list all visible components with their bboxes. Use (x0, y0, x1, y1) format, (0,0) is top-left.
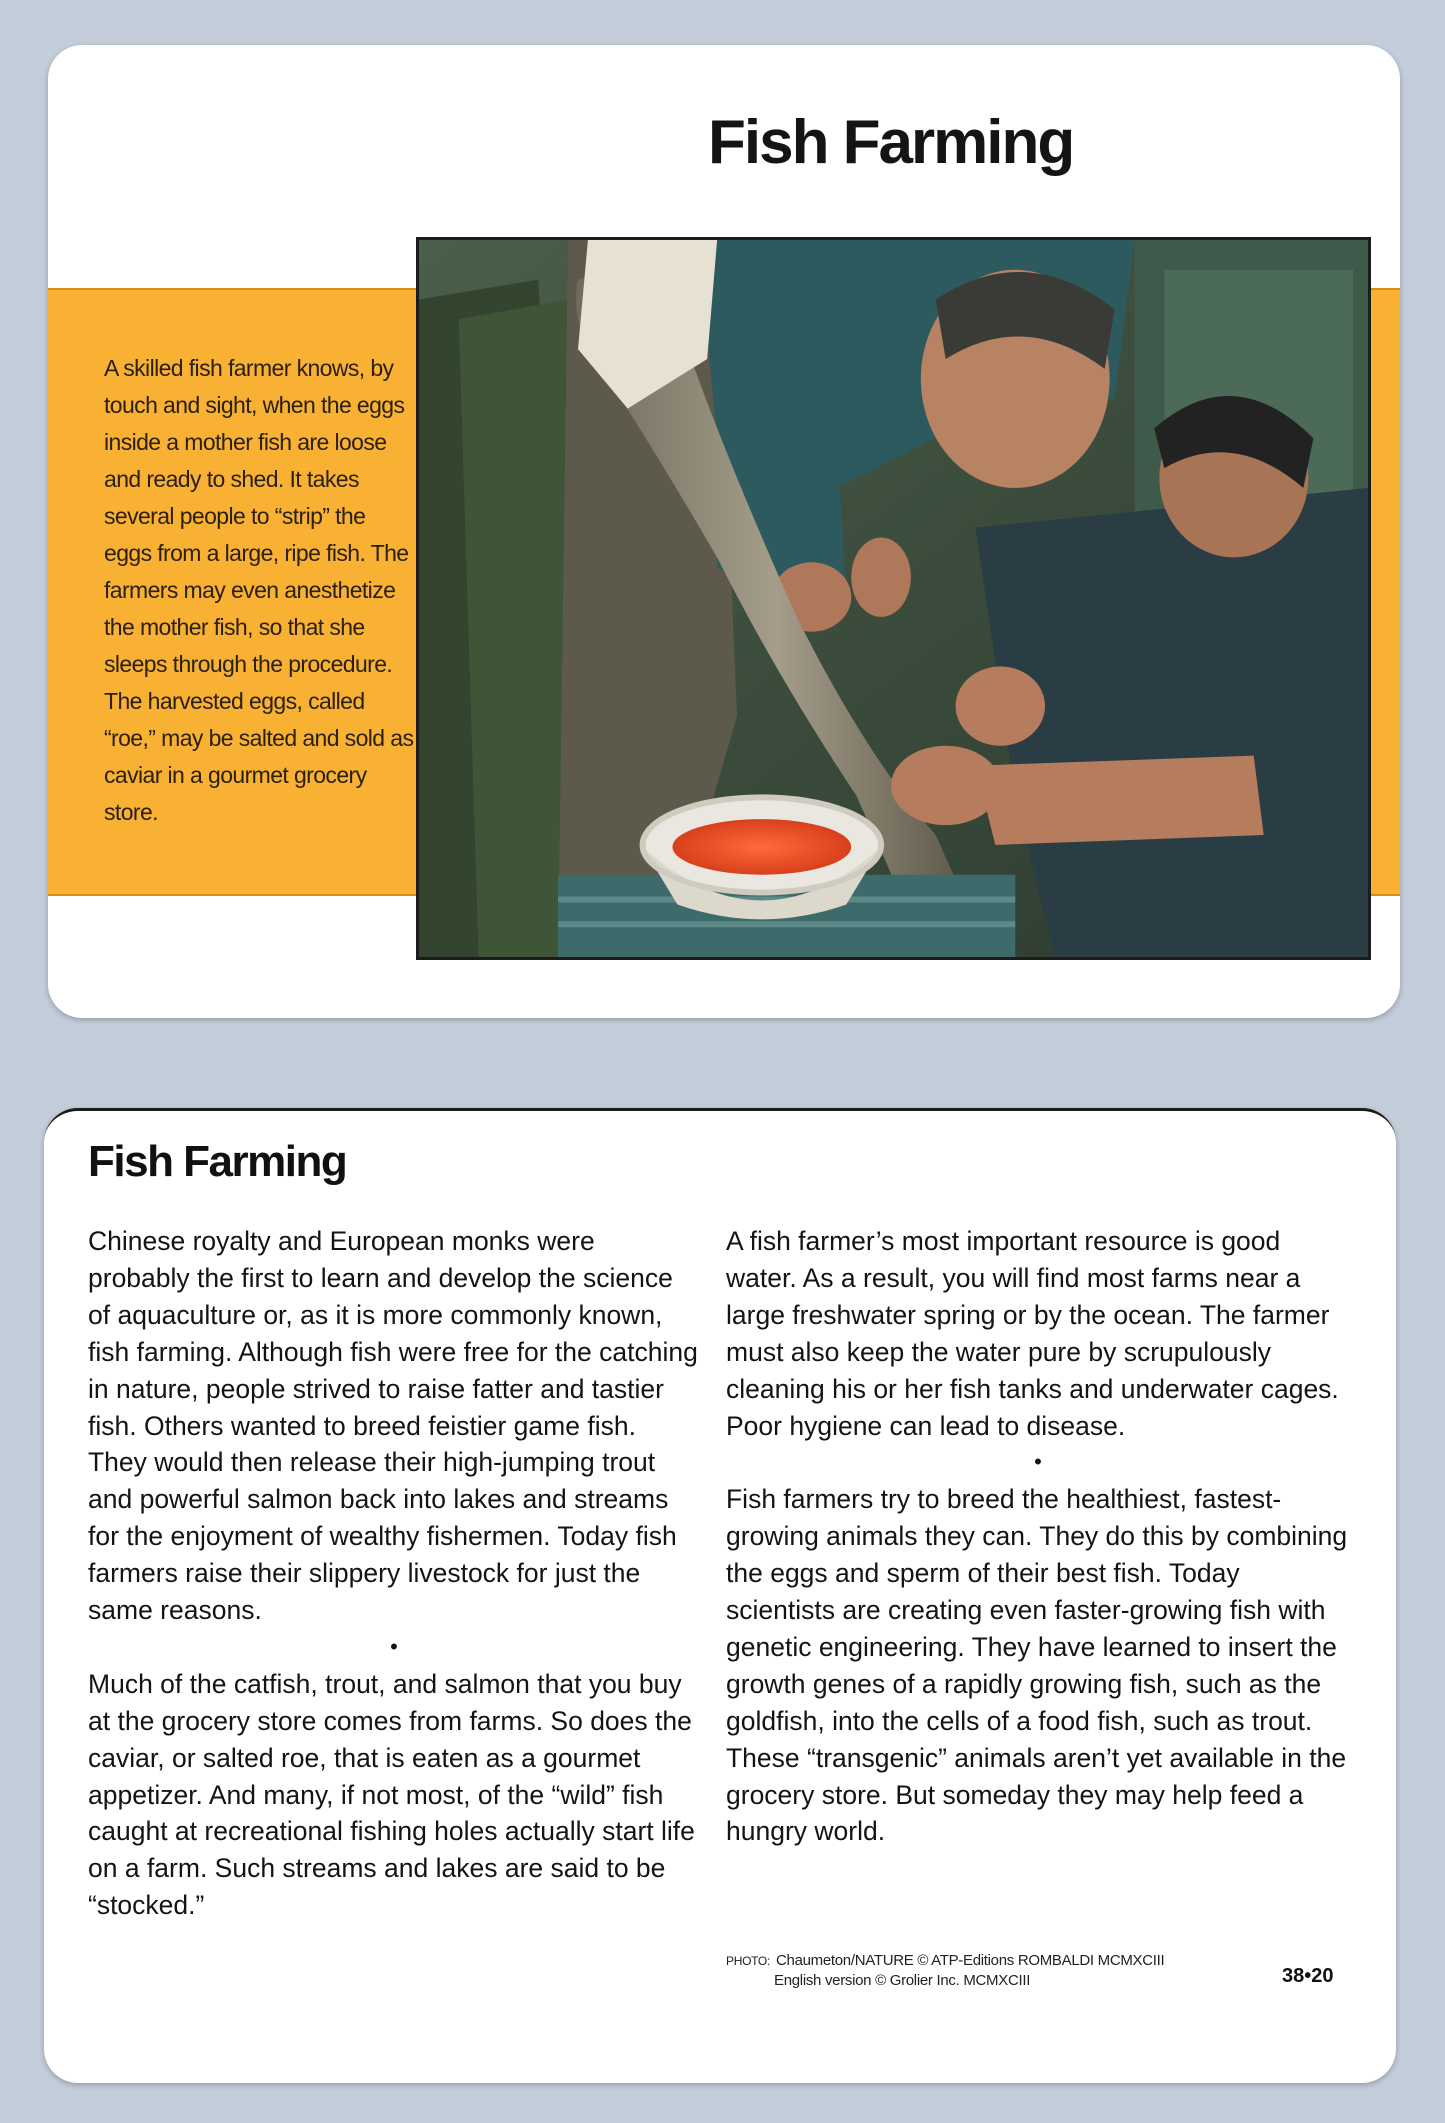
right-separator: • (1034, 1449, 1042, 1475)
left-paragraph-1: Chinese royalty and European monks were probably the first to learn and develop the science of aquaculture or, as it is more commonly known, fish farming. Although fish were free for the catching in nature, people strived to raise fatter and tastier fish. Others wanted to breed feistier game fish. They would then release their high-jumping trout and powerful salmon back into lakes and streams for the enjoyment of wealthy fishermen. Today fish farmers raise their slippery livestock for just the same reasons. (88, 1226, 698, 1626)
back-card (44, 1108, 1396, 2083)
right-paragraph-2: Fish farmers try to breed the healthiest, fastest-growing animals they can. They do this by combining the eggs and sperm of their best fish. Today scientists are creating even faster-growing fish with genetic engineering. They have learned to insert the growth genes of a rapidly growing fish, such as the goldfish, into the cells of a food fish, such as trout. These “transgenic” animals aren’t yet available in the grocery store. But someday they may help feed a hungry world. (726, 1484, 1348, 1847)
front-caption: A skilled fish farmer knows, by touch and sight, when the eggs inside a mother fish are loose and ready to shed. It takes several people to “strip” the eggs from a large, ripe fish. The farmers may even anesthetize the mother fish, so that she sleeps through the procedure. The harvested eggs, called “roe,” may be salted and sold as caviar in a gourmet grocery store. (104, 355, 414, 825)
fish-stripping-photo (416, 237, 1371, 960)
left-separator: • (390, 1633, 398, 1659)
credits-line-1: Chaumeton/NATURE © ATP-Editions ROMBALDI MCMXCIII (776, 1952, 1165, 1969)
photo-illustration (419, 240, 1368, 957)
right-paragraph-1: A fish farmer’s most important resource is good water. As a result, you will find most farms near a large freshwater spring or by the ocean. The farmer must also keep the water pure by scrupulously cleaning his or her fish tanks and underwater cages. Poor hygiene can lead to disease. (726, 1226, 1339, 1441)
credits-line-2: English version © Grolier Inc. MCMXCIII (774, 1972, 1031, 1989)
front-card (48, 45, 1400, 1018)
left-paragraph-2: Much of the catfish, trout, and salmon that you buy at the grocery store comes from farms. So does the caviar, or salted roe, that is eaten as a gourmet appetizer. And many, if not most, of the “wild” fish caught at recreational fishing holes actually start life on a farm. Such streams and lakes are said to be “stocked.” (88, 1668, 695, 1921)
photo-label: PHOTO: (726, 1954, 770, 1968)
back-title: Fish Farming (88, 1137, 347, 1186)
front-title: Fish Farming (708, 108, 1074, 177)
card-number: 38•20 (1282, 1965, 1334, 1987)
right-column (726, 1223, 1350, 1850)
photo-credits (726, 1951, 1164, 1990)
left-column (88, 1223, 700, 1924)
